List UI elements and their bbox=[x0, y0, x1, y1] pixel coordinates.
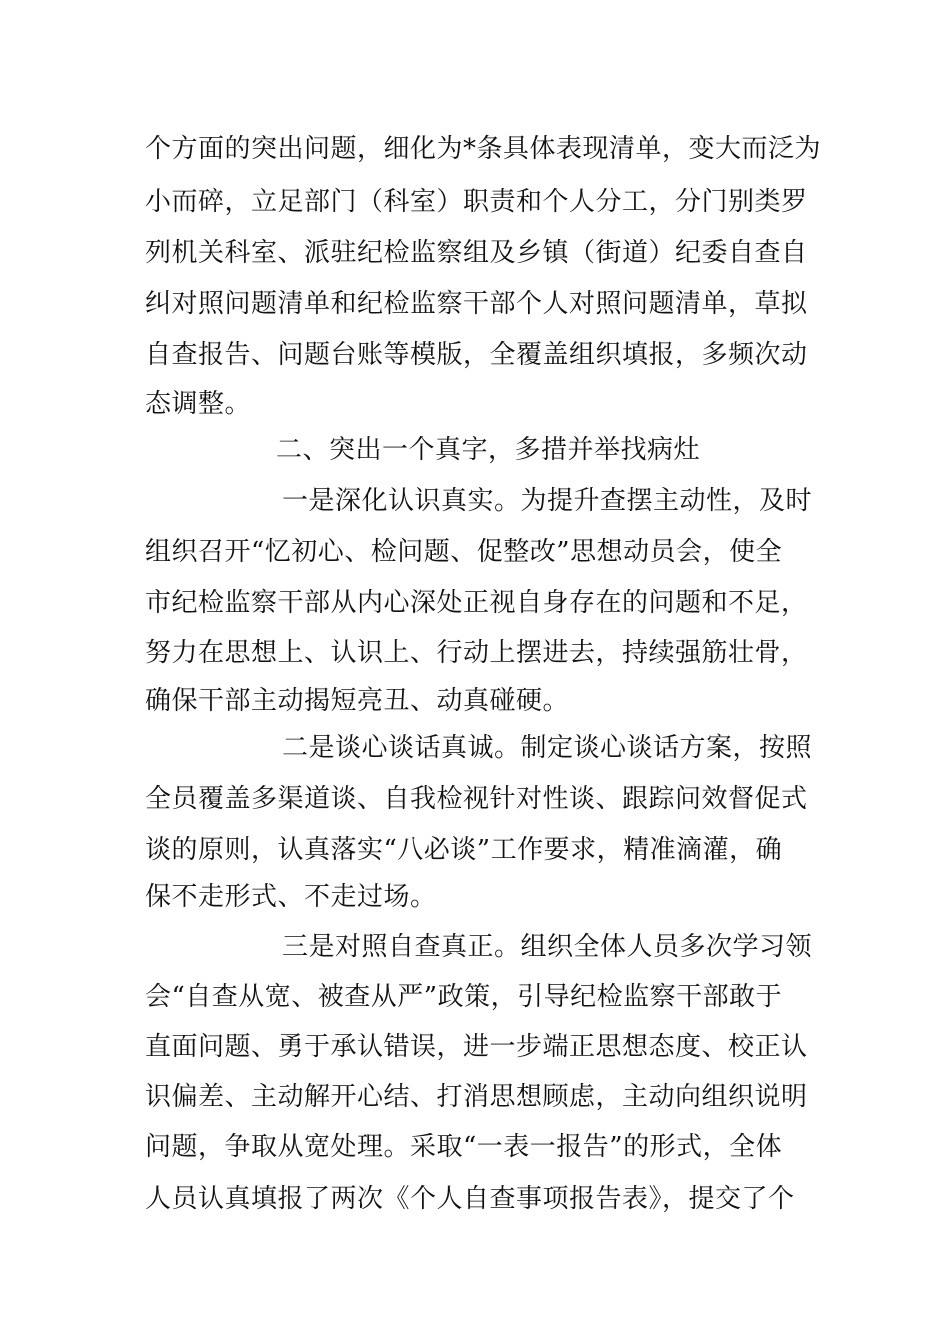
paragraph-first-line: 二是谈心谈话真诚。制定谈心谈话方案，按照 bbox=[282, 733, 813, 763]
text-line: 市纪检监察干部从内心深处正视自身存在的问题和不足， bbox=[145, 588, 808, 618]
text-line: 全员覆盖多渠道谈、自我检视针对性谈、跟踪问效督促式 bbox=[145, 784, 808, 814]
text-line: 列机关科室、派驻纪检监察组及乡镇（街道）纪委自查自 bbox=[145, 238, 808, 268]
text-line: 会“自查从宽、被查从严”政策，引导纪检监察干部敢于 bbox=[145, 982, 783, 1012]
text-line: 确保干部主动揭短亮丑、动真碰硬。 bbox=[145, 686, 570, 716]
text-line: 态调整。 bbox=[145, 389, 252, 419]
text-line: 纠对照问题清单和纪检监察干部个人对照问题清单，草拟 bbox=[145, 289, 808, 319]
text-line: 谈的原则，认真落实“八必谈”工作要求，精准滴灌，确 bbox=[145, 835, 783, 865]
section-heading: 二、突出一个真字，多措并举找病灶 bbox=[276, 435, 701, 465]
paragraph-first-line: 三是对照自查真正。组织全体人员多次学习领 bbox=[282, 932, 813, 962]
text-line: 努力在思想上、认识上、行动上摆进去，持续强筋壮骨， bbox=[145, 638, 808, 668]
text-line: 问题，争取从宽处理。采取“一表一报告”的形式，全体 bbox=[145, 1132, 783, 1162]
text-line: 识偏差、主动解开心结、打消思想顾虑，主动向组织说明 bbox=[145, 1082, 808, 1112]
text-line: 保不走形式、不走过场。 bbox=[145, 882, 437, 912]
text-line: 组织召开“忆初心、检问题、促整改”思想动员会，使全 bbox=[145, 537, 783, 567]
text-line: 小而碎，立足部门（科室）职责和个人分工，分门别类罗 bbox=[145, 187, 808, 217]
text-line: 直面问题、勇于承认错误，进一步端正思想态度、校正认 bbox=[145, 1032, 808, 1062]
paragraph-first-line: 一是深化认识真实。为提升查摆主动性，及时 bbox=[282, 486, 813, 516]
text-line: 个方面的突出问题，细化为*条具体表现清单，变大而泛为 bbox=[145, 134, 822, 164]
text-line: 自查报告、问题台账等模版，全覆盖组织填报，多频次动 bbox=[145, 340, 808, 370]
text-line: 人员认真填报了两次《个人自查事项报告表》，提交了个 bbox=[145, 1184, 795, 1214]
